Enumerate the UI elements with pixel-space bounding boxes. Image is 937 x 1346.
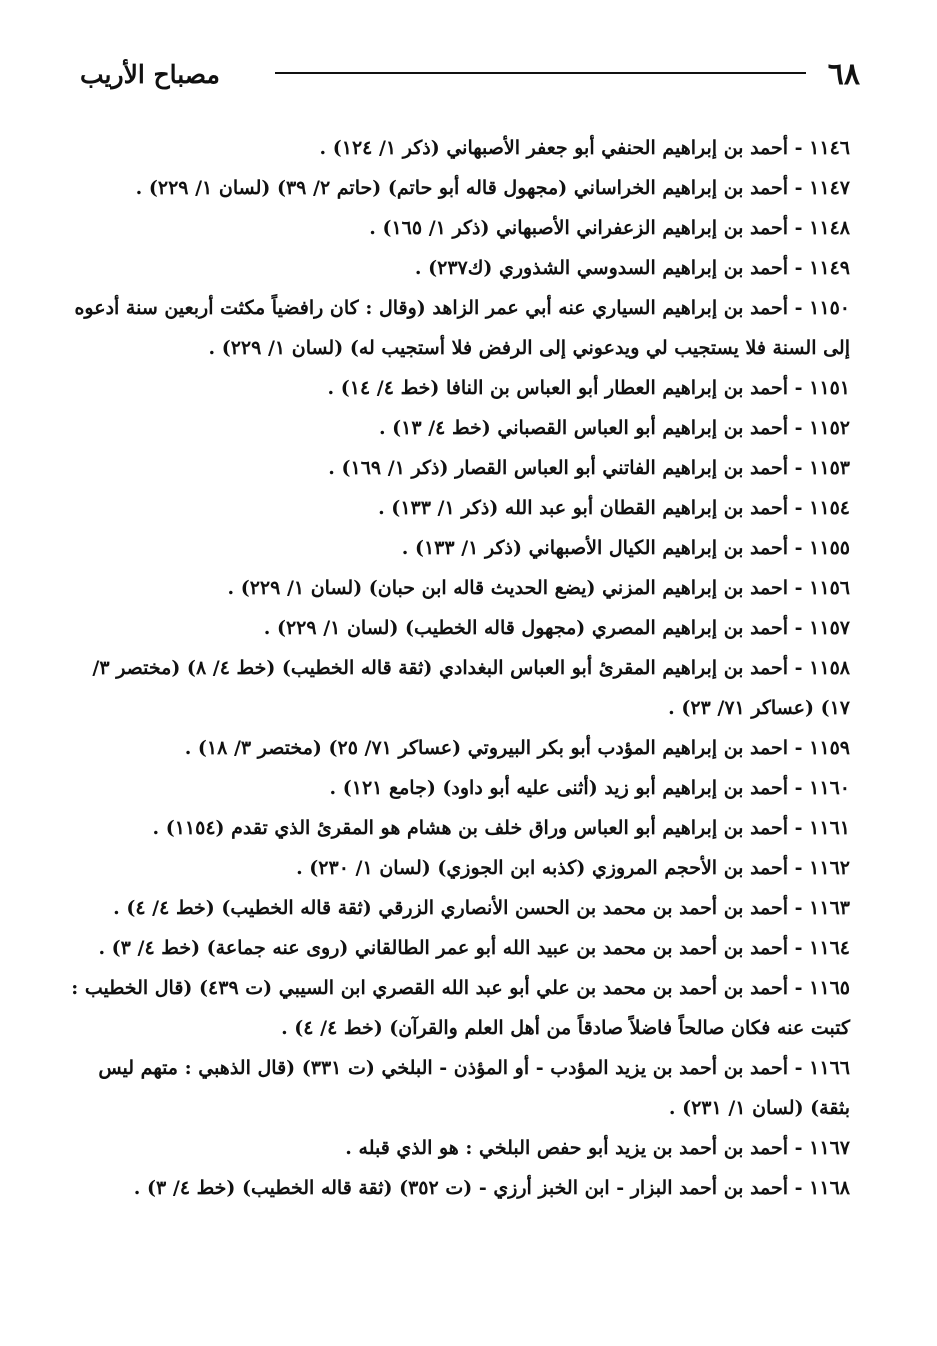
page-header <box>80 52 860 98</box>
page-number: ٦٨ <box>827 57 860 92</box>
entry: ١١٥٦ - احمد بن إبراهيم المزني (يضع الحديث قاله ابن حبان) (لسان ١/ ٢٢٩) . <box>227 577 850 599</box>
entry: ١١٤٨ - أحمد بن إبراهيم الزعفراني الأصبهاني (ذكر ١/ ١٦٥) . <box>369 217 850 239</box>
entry: ١١٦٨ - أحمد بن أحمد البزار - ابن الخبز أرزي - (ت ٣٥٢) (ثقة قاله الخطيب) (خط ٤/ ٣) . <box>133 1177 850 1199</box>
entry: ١١٥٨ - أحمد بن إبراهيم المقرئ أبو العباس البغدادي (ثقة قاله الخطيب) (خط ٤/ ٨) (مختصر ٣/ ١٧) (عساكر ٧١/ ٢٣) . <box>92 657 850 719</box>
book-title: مصباح الأريب <box>80 60 220 89</box>
entry: ١١٤٧ - أحمد بن إبراهيم الخراساني (مجهول قاله أبو حاتم) (حاتم ٢/ ٣٩) (لسان ١/ ٢٢٩) . <box>135 177 850 199</box>
entry: ١١٦٧ - أحمد بن أحمد بن يزيد أبو حفص البلخي : هو الذي قبله . <box>345 1137 850 1159</box>
entry: ١١٥٩ - احمد بن إبراهيم المؤدب أبو بكر البيروتي (عساكر ٧١/ ٢٥) (مختصر ٣/ ١٨) . <box>184 737 850 759</box>
header-rule <box>275 72 806 74</box>
entry: ١١٥٣ - أحمد بن إبراهيم الفاتني أبو العباس القصار (ذكر ١/ ١٦٩) . <box>328 457 850 479</box>
entry: ١١٥٢ - أحمد بن إبراهيم أبو العباس القصباني (خط ٤/ ١٣) . <box>378 417 850 439</box>
entry: ١١٤٦ - أحمد بن إبراهيم الحنفي أبو جعفر الأصبهاني (ذكر ١/ ١٢٤) . <box>319 137 850 159</box>
entry: ١١٦١ - أحمد بن إبراهيم أبو العباس وراق خلف بن هشام هو المقرئ الذي تقدم (١١٥٤) . <box>152 817 850 839</box>
entry: ١١٥٠ - أحمد بن إبراهيم السياري عنه أبي عمر الزاهد (وقال : كان رافضياً مكثت أربعين سنة أدعوه إلى السنة فلا يستجيب لي ويدعوني إلى الرفض فلا أستجيب له) (لسان ١/ ٢٢٩) . <box>74 297 850 359</box>
entry: ١١٦٢ - أحمد بن الأحجم المروزي (كذبه ابن الجوزي) (لسان ١/ ٢٣٠) . <box>296 857 850 879</box>
entry: ١١٥٥ - أحمد بن إبراهيم الكيال الأصبهاني (ذكر ١/ ١٣٣) . <box>401 537 850 559</box>
entries-list <box>60 128 850 1208</box>
entry: ١١٦٦ - أحمد بن أحمد بن يزيد المؤدب - أو المؤذن - البلخي (ت ٣٣١) (قال الذهبي : متهم ليس بثقة) (لسان ١/ ٢٣١) . <box>98 1057 850 1119</box>
entry: ١١٦٣ - أحمد بن أحمد بن محمد بن الحسن الأنصاري الزرقي (ثقة قاله الخطيب) (خط ٤/ ٤) . <box>113 897 850 919</box>
entry: ١١٤٩ - أحمد بن إبراهيم السدوسي الشذوري (ك٢٣٧) . <box>414 257 850 279</box>
entry: ١١٥١ - أحمد بن إبراهيم العطار أبو العباس بن النافا (خط ٤/ ١٤) . <box>327 377 850 399</box>
entry: ١١٦٤ - أحمد بن أحمد بن محمد بن عبيد الله أبو عمر الطالقاني (روى عنه جماعة) (خط ٤/ ٣) . <box>98 937 850 959</box>
entry: ١١٦٥ - أحمد بن أحمد بن محمد بن علي أبو عبد الله القصري ابن السيبي (ت ٤٣٩) (قال الخطيب : كتبت عنه فكان صالحاً فاضلاً صادقاً من أهل العلم والقرآن) (خط ٤/ ٤) . <box>71 977 850 1039</box>
entry: ١١٥٧ - أحمد بن إبراهيم المصري (مجهول قاله الخطيب) (لسان ١/ ٢٢٩) . <box>263 617 850 639</box>
entry: ١١٦٠ - أحمد بن إبراهيم أبو زيد (أثنى عليه أبو داود) (جامع ١٢١) . <box>329 777 850 799</box>
entry: ١١٥٤ - أحمد بن إبراهيم القطان أبو عبد الله (ذكر ١/ ١٣٣) . <box>378 497 850 519</box>
